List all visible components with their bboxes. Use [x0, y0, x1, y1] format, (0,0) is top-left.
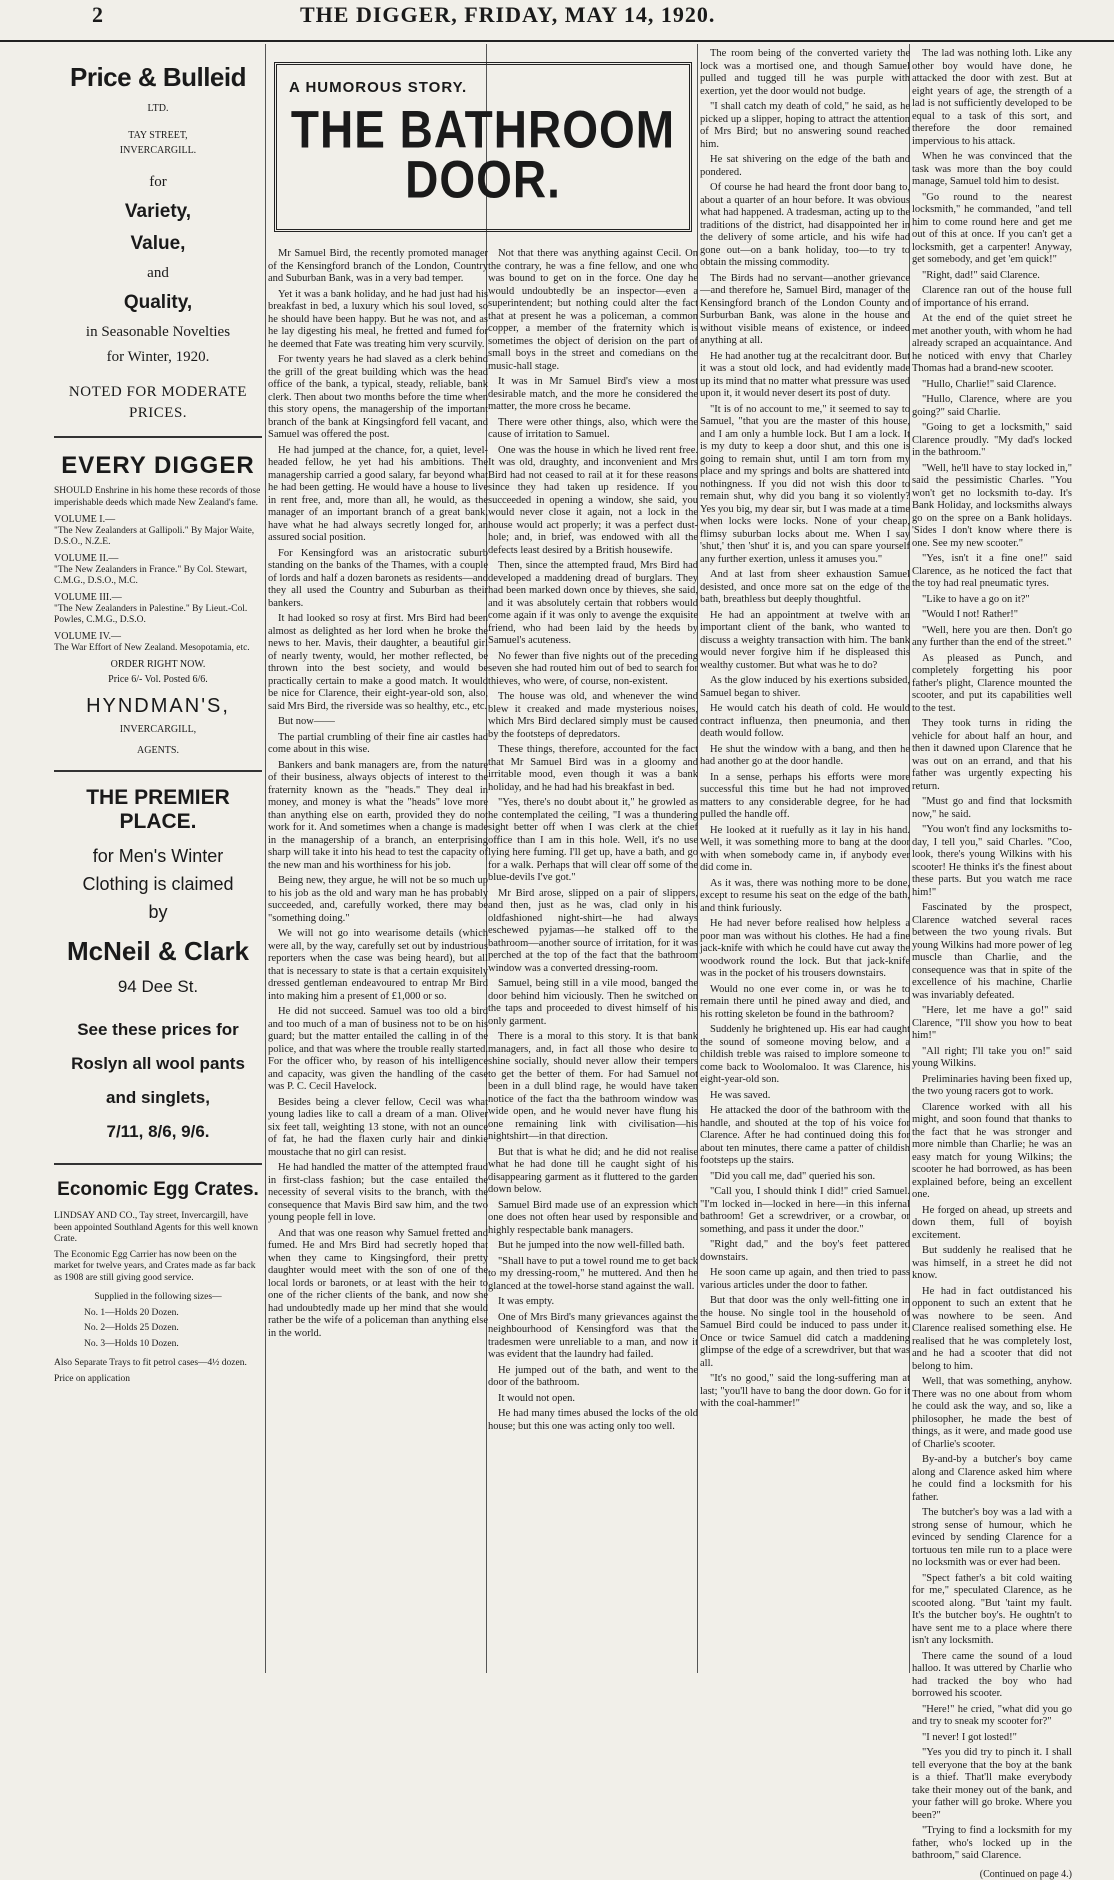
ad-body: Price on application	[54, 1373, 130, 1384]
story-paragraph: "You won't find any locksmiths to-day, I tell you," said Charles. "Coo, look, there's young Wilkins with his scooter! He thinks it's the finest about these parts. But you watch me race him!"	[912, 824, 1072, 898]
story-paragraph: It had looked so rosy at first. Mrs Bird had been almost as delighted as her lord when he broke the news to her. Mavis, their daughter, a beautiful girl of nearly twenty, would, her mother reflected, be thrown into the best society, and would be practically certain to make a good match. It would be nice for Clarence, their eight-year-old son, also, said Mrs Bird, the riverside was so healthy, etc., etc.	[268, 613, 488, 712]
story-paragraph: But he jumped into the now well-filled bath.	[498, 1240, 685, 1251]
newspaper-title: THE DIGGER, FRIDAY, MAY 14, 1920.	[300, 2, 716, 27]
story-paragraph: "It is of no account to me," it seemed to say to Samuel, "that you are the master of this house, and I am only a humble lock. But I am a lock. It is my duty to keep a door shut, and this one is going to remain shut, until I am torn from my place and my springs and bolts are shattered into nothingness. If you did not wish this door to remain shut, why did you bang it so violently? Yes you big, my dear sir, but I was made at a time when locks were locks. None of your cheap, flimsy suburban locks about me. When I say 'shut,' then 'shut' it is, and you can spare yourself any further exertion, unless it amuses you."	[700, 403, 910, 565]
story-column-2	[488, 248, 698, 1673]
story-paragraph: "Yes, isn't it a fine one!" said Clarence, as he noticed the fact that the toy had real pneumatic tyres.	[912, 553, 1072, 589]
story-paragraph: "Trying to find a locksmith for my father, who's locked up in the bathroom," said Clarence.	[912, 1825, 1072, 1861]
story-paragraph: One was the house in which he lived rent free. It was old, draughty, and inconvenient and Mrs Bird had not ceased to rail at it for these reasons since they had taken up residence. If you succeeded in opening a window, she said, you would never close it again, not a lock in the house would act properly; it was a perfect dust-hole; and, in brief, was endowed with all the defects least desired by a British housewife.	[488, 444, 698, 556]
story-paragraph: He soon came up again, and then tried to pass various articles under the door to father.	[700, 1267, 910, 1291]
ad-text: ORDER RIGHT NOW.	[110, 659, 206, 670]
story-title-box	[274, 62, 692, 232]
story-title: DOOR.	[405, 149, 561, 209]
ad-text: by	[148, 902, 168, 922]
ad-text: NOTED FOR MODERATE	[68, 384, 248, 400]
ad-text: AGENTS.	[137, 745, 179, 756]
ad-price-bulleid	[48, 62, 268, 422]
story-paragraph: One of Mrs Bird's many grievances against the neighbourhood of Kensingford was that the tradesmen were unreliable to a man, and now it was evident that the laundry had failed.	[488, 1311, 698, 1360]
divider	[54, 436, 262, 438]
story-paragraph: He had handled the matter of the attempted fraud in first-class fashion; but the case entailed the necessity of several visits to the branch, with the consequence that Mavis Bird saw him, and the two young people fell in love.	[268, 1162, 488, 1223]
story-paragraph: At the end of the quiet street he met another youth, with whom he had already scraped an acquaintance. And he noticed with envy that Charley Thomas had a brand-new scooter.	[912, 313, 1072, 374]
story-paragraph: He had an appointment at twelve with an important client of the bank, who wanted to discuss a weighty transaction with him. The bank would never forgive him if he displeased this wealthy customer. But what was he to do?	[700, 609, 910, 671]
ad-text: for	[149, 174, 167, 190]
ad-text: 7/11, 8/6, 9/6.	[106, 1122, 210, 1141]
story-paragraph: "Well, here you are then. Don't go any further than the end of the street."	[912, 624, 1072, 648]
story-paragraph: It was empty.	[498, 1296, 555, 1307]
story-paragraph: The room being of the converted variety the lock was a mortised one, and though Samuel pulled and tugged till he was purple with exertion, yet the door would not budge.	[700, 48, 910, 97]
story-paragraph: "Here, let me have a go!" said Clarence, "I'll show you how to beat him!"	[912, 1005, 1072, 1041]
volume-item: VOLUME IV.— The War Effort of New Zealand. Mesopotamia, etc.	[54, 631, 250, 653]
story-paragraph: It would not open.	[498, 1392, 575, 1404]
story-paragraph: Yet it was a bank holiday, and he had just had his breakfast in bed, a luxury which his soul loved, so he should have been happy. But he was not, and as he lay digesting his meal, he fretted and fumed for he deemed that Fate was treating him very scurvily.	[268, 288, 488, 350]
ad-body: Also Separate Trays to fit petrol cases—4½ dozen.	[54, 1358, 247, 1368]
story-paragraph: "Hullo, Charlie!" said Clarence.	[922, 378, 1057, 390]
story-paragraph: "Yes, there's no doubt about it," he growled as he contemplated the ceiling, "I was a thundering sight better off when I was clerk at the chief office than I am in this hole. Well, it's no use lying here fuming. I'll get up, have a bath, and go for a walk. Perhaps that will clear off some of the blue-devils I've got."	[488, 797, 698, 883]
story-paragraph: He had never before realised how helpless a poor man was without his clothes. He had a fine jack-knife with which he could have cut away the woodwork round the lock. But that jack-knife was in the pocket of his trousers downstairs.	[700, 918, 910, 979]
story-column-1	[268, 248, 488, 1673]
story-paragraph: As the glow induced by his exertions subsided, Samuel began to shiver.	[700, 675, 910, 699]
story-paragraph: "Hullo, Clarence, where are you going?" said Charlie.	[912, 394, 1072, 418]
ad-ltd: LTD.	[147, 103, 169, 114]
ad-text: See these prices for	[77, 1020, 239, 1039]
story-paragraph: He forged on ahead, up streets and down them, full of boyish excitement.	[912, 1204, 1072, 1241]
story-paragraph: "All right; I'll take you on!" said young Wilkins.	[912, 1045, 1072, 1069]
story-paragraph: He looked at it ruefully as it lay in his hand. Well, it was something more to bang at the door with when somebody came in, if anybody ever did come in.	[700, 824, 910, 873]
ad-heading: Economic Egg Crates.	[57, 1179, 259, 1200]
ad-address: TAY STREET,	[128, 130, 188, 141]
story-paragraph: Of course he had heard the front door bang to, about a quarter of an hour before. It was obvious what had happened. A tradesman, acting up to the traditions of the district, had disappointed her in the delivery of some article, and his wife had gone out—on a bank holiday, too—to try to obtain the missing commodity.	[700, 182, 910, 268]
story-paragraph: No fewer than five nights out of the preceding seven she had routed him out of bed to search for thieves, who were, of course, non-existent.	[488, 650, 698, 687]
story-paragraph: But now——	[278, 716, 335, 727]
story-paragraph: The lad was nothing loth. Like any other boy would have done, he attacked the door with zest. But at eight years of age, the strength of a lad is not sufficiently developed to be equal to a task of this sort, and therefore the door remained impervious to his attack.	[912, 48, 1072, 147]
story-paragraph: "Like to have a go on it?"	[922, 593, 1030, 605]
size-item: No. 1—Holds 20 Dozen.	[84, 1307, 179, 1318]
ad-body: SHOULD Enshrine in his home these records of those imperishable deeds which made New Zealand's fame.	[54, 486, 261, 508]
story-paragraph: "Shall have to put a towel round me to get back to my dressing-room," he muttered. And then he glanced at the towel-horse stand against the wall.	[488, 1255, 698, 1292]
story-paragraph: He had in fact outdistanced his opponent to such an extent that he was nowhere to be seen. And Clarence realised something else. He realised that he was completely lost, and he had a scooter that did not belong to him.	[912, 1285, 1072, 1372]
continued-note: (Continued on page 4.)	[979, 1868, 1072, 1880]
ad-firm-name: McNeil & Clark	[66, 936, 250, 966]
story-paragraph: The house was old, and whenever the wind blew it creaked and made mysterious noises, which Mrs Bird declared simply must be caused by the footsteps of depredators.	[488, 691, 698, 740]
story-kicker: A HUMOROUS STORY.	[289, 79, 468, 96]
story-paragraph: There is a moral to this story. It is that bank managers, and, in fact all those who desire to shine socially, should never allow their tempers to get the better of them. For had Samuel not been in a dull blind rage, he would have taken notice of the fact tha the bathroom window was wide open, and he would never have flung his one remaining link with civilisation—his nightshirt—in that direction.	[488, 1031, 698, 1142]
divider	[54, 770, 262, 772]
ad-body: Supplied in the following sizes—	[94, 1292, 222, 1302]
ad-body: The Economic Egg Carrier has now been on the market for twelve years, and Crates made as far back as 1908 are still giving good service.	[54, 1249, 256, 1283]
ad-body: LINDSAY AND CO., Tay street, Invercargill, have been appointed Southland Agents for this well known Crate.	[54, 1211, 258, 1244]
masthead	[0, 0, 1114, 42]
story-paragraph: Being new, they argue, he will not be so much up to his job as the old and wary man he has probably succeeded, and, carefully worked, there may be "something doing."	[268, 875, 488, 924]
story-paragraph: "Did you call me, dad" queried his son.	[710, 1170, 876, 1182]
size-item: No. 3—Holds 10 Dozen.	[84, 1338, 179, 1349]
ad-agent: HYNDMAN'S,	[86, 695, 230, 717]
story-paragraph: Mr Bird arose, slipped on a pair of slippers, and then, just as he was, clad only in his oldfashioned night-shirt—he had always eschewed pyjamas—he stalked off to the bathroom—another source of irritation, for it was perched at the top of the fact that the bathroom window was a converted dressing-room.	[488, 887, 698, 974]
story-paragraph: He shut the window with a bang, and then he had another go at the door handle.	[700, 743, 910, 767]
story-paragraph: Samuel, being still in a vile mood, banged the door behind him viciously. Then he switched on the taps and proceeded to divest himself of his only garment.	[488, 978, 698, 1027]
story-paragraph: By-and-by a butcher's boy came along and Clarence asked him where he could find a locksmith for his father.	[912, 1454, 1072, 1503]
ad-text: INVERCARGILL,	[119, 724, 197, 735]
ad-every-digger	[48, 452, 268, 756]
story-paragraph: And that was one reason why Samuel fretted and fumed. He and Mrs Bird had secretly hoped that when they came to Kingsingford, their pretty daughter would meet with the son of one of the local lords or baronets, or at least with the heir to one of the richer clients of the bank, and now she had undoubtedly made up her mind that she would rather be the wife of a policeman than anything else in the world.	[268, 1227, 488, 1339]
story-paragraph: For Kensingford was an aristocratic suburb standing on the banks of the Thames, with a couple of lords and half a dozen baronets as residents—and they all used the Country and Suburban as their bankers.	[268, 547, 488, 609]
story-paragraph: For twenty years he had slaved as a clerk behind the grill of the great building which was the head office of the bank, a typical, steady, reliable, bank clerk. Then about two months before the time when this story opens, the managership of the important branch of the bank at Kingsingford fell vacant, and Samuel was offered the post.	[268, 354, 488, 440]
ad-text: for Winter, 1920.	[106, 349, 210, 365]
ad-egg-crates	[48, 1179, 268, 1385]
story-paragraph: We will not go into wearisome details (which were all, by the way, carefully set out by industrious reporters when the case was being heard), but all that is necessary to state is that a certain exquisitely dressed gentleman endeavoured to entrap Mr Bird into making him a present of £1,000 or so.	[268, 928, 488, 1002]
story-paragraph: He had many times abused the locks of the old house; but this one was acting only too well.	[488, 1408, 698, 1432]
story-paragraph: Preliminaries having been fixed up, the two young racers got to work.	[912, 1073, 1072, 1097]
ad-text: Value,	[130, 233, 186, 254]
story-column-4	[912, 48, 1072, 1880]
story-paragraph: "Right, dad!" said Clarence.	[922, 269, 1040, 281]
ad-text: in Seasonable Novelties	[85, 324, 231, 340]
story-paragraph: "Go round to the nearest locksmith," he commanded, "and tell him to come round here and get me out of this at once. If you can't get a locksmith, get a carpenter! Anyway, get somebody, and get 'em quick!"	[912, 191, 1072, 265]
story-paragraph: Fascinated by the prospect, Clarence watched several races between the two young rivals. But young Wilkins had more power of leg muscle than Charlie, and the consequence was that in spite of the excellence of his machine, Charlie was invariably defeated.	[912, 902, 1072, 1001]
story-paragraph: He had jumped at the chance, for, a quiet, level-headed fellow, he yet had his ambitions. The managership carried a good salary, far beyond what he had been getting. He would have a house to live in rent free, and, more than all, he would, as the manager of an important branch of a great bank, have what he had always secretly longed for, an assured social position.	[268, 444, 488, 543]
story-title: THE BATHROOM	[290, 99, 676, 159]
story-paragraph: "Right dad," and the boy's feet pattered downstairs.	[700, 1239, 910, 1263]
ad-text: Quality,	[123, 292, 193, 313]
story-paragraph: There came the sound of a loud halloo. It was uttered by Charlie who had tracked the boy who had borrowed his scooter.	[912, 1650, 1072, 1699]
story-paragraph: Clarence worked with all his might, and soon found that thanks to the fact that he was stronger and more nimble than Charlie; he was an easy match for young Wilkins; the scooter he had borrowed, as has been explained before, being an excellent one.	[912, 1101, 1072, 1200]
story-paragraph: But that door was the only well-fitting one in the house. No single tool in the household of Samuel Bird could be induced to pass under it. Once or twice Samuel did catch a maddening glimpse of the edge of a screwdriver, but that was all.	[700, 1295, 910, 1369]
story-paragraph: But suddenly he realised that he was himself, in a street he did not know.	[912, 1245, 1072, 1281]
story-paragraph: "I shall catch my death of cold," he said, as he picked up a slipper, hoping to attract the attention of Mrs Bird; but no answering sound reached him.	[700, 101, 910, 150]
story-paragraph: "Here!" he cried, "what did you go and try to sneak my scooter for?"	[912, 1703, 1072, 1727]
story-paragraph: Bankers and bank managers are, from the nature of their business, always objects of interest to the fraternity known as the "heads." They deal in money, and money is what the "heads" love more than anything else on earth, provided they do not work for it. And sometimes when a change is made in the managership of a branch, an enterprising sharp will take it into his head to test the capacity of the new man and his worthiness for his job.	[268, 759, 488, 871]
story-paragraph: Well, that was something, anyhow. There was no one about from whom he could ask the way, and so, like a philosopher, he made the best of things, as it were, and made good use of Charlie's scooter.	[912, 1376, 1072, 1450]
ad-text: and	[147, 265, 169, 281]
story-paragraph: These things, therefore, accounted for the fact that Mr Samuel Bird was in a gloomy and irritable mood, even though it was a bank holiday, and he had had his breakfast in bed.	[488, 744, 698, 793]
story-paragraph: "It's no good," said the long-suffering man at last; "you'll have to bang the door down. Go for it with the coal-hammer!"	[700, 1373, 910, 1409]
story-paragraph: Besides being a clever fellow, Cecil was what young ladies like to call a dream of a man. Oliver six feet tall, weighting 13 stone, with not an ounce of fat, he had the flaxen curly hair and dinkie moustache that no girl can resist.	[268, 1096, 488, 1158]
story-paragraph: Mr Samuel Bird, the recently promoted manager of the Kensingford branch of the London, Country and Suburban Bank, was in a very bad temper.	[268, 248, 488, 284]
story-paragraph: And at last from sheer exhaustion Samuel desisted, and once more sat on the edge of the bath, breathless but deeply thoughtful.	[700, 569, 910, 605]
story-paragraph: He sat shivering on the edge of the bath and pondered.	[700, 154, 910, 178]
volume-item: VOLUME I.— "The New Zealanders at Gallipoli." By Major Waite, D.S.O., N.Z.E.	[54, 514, 255, 547]
ad-text: Clothing is claimed	[82, 874, 234, 894]
story-paragraph: "Spect father's a bit cold waiting for me," speculated Clarence, as he scooted along. "But 'taint my fault. It's the butcher boy's. He oughtn't to have sent me to a place where there isn't any locksmith.	[912, 1572, 1072, 1646]
story-paragraph: The Birds had no servant—another grievance—and therefore he, Samuel Bird, manager of the Kensingford branch of the London County and Surburban Bank, was alone in the house and without visible means of existence, or indeed anything at all.	[700, 272, 910, 346]
ad-text: 94 Dee St.	[117, 977, 199, 996]
page-number: 2	[92, 2, 103, 27]
story-paragraph: Not that there was anything against Cecil. On the contrary, he was a fine fellow, and one who was bound to get on in the force. One day he would undoubtedly be an inspector—even a superintendent; but nothing could alter the fact that at present he was a policeman, a common copper, a member of the fraternity which is sometimes the object of derision on the part of small boys in the street and comedians on the music-hall stage.	[488, 248, 698, 372]
story-paragraph: The butcher's boy was a lad with a strong sense of humour, which he evinced by sending Clarence for a tortuous ten mile run to a place were no locksmith was or ever had been.	[912, 1507, 1072, 1568]
story-paragraph: "Must go and find that locksmith now," he said.	[912, 796, 1072, 820]
story-paragraph: When he was convinced that the task was more than the boy could manage, Samuel told him to desist.	[912, 151, 1072, 187]
volume-item: VOLUME II.— "The New Zealanders in France." By Col. Stewart, C.M.G., D.S.O., M.C.	[54, 553, 247, 586]
ad-firm-name: Price & Bulleid	[70, 62, 246, 92]
story-paragraph: "Yes you did try to pinch it. I shall tell everyone that the boy at the bank is a thief. That'll make everybody take their money out of the bank, and your father will go broke. Where you been?"	[912, 1747, 1072, 1821]
story-paragraph: The partial crumbling of their fine air castles had come about in this wise.	[268, 731, 488, 755]
story-paragraph: But that is what he did; and he did not realise what he had done till he caught sight of his disappearing garment as it fluttered to the garden down below.	[488, 1146, 698, 1195]
ad-text: Roslyn all wool pants	[71, 1054, 245, 1073]
ad-column	[48, 48, 268, 1673]
story-paragraph: He was saved.	[710, 1089, 771, 1101]
story-paragraph: "Would I not! Rather!"	[922, 609, 1019, 620]
story-paragraph: Then, since the attempted fraud, Mrs Bird had developed a maddening dread of burglars. They had been marked down once by thieves, she said, and it was absolutely certain that robbers would come again if it was only to avenge the exquisite friend, who had been laid by the heeds by Samuel's acuteness.	[488, 560, 698, 646]
ad-premier-place	[48, 786, 268, 1149]
story-paragraph: Would no one ever come in, or was he to remain there until he pined away and died, and his rotting skeleton be found in the bathroom?	[700, 983, 910, 1020]
story-paragraph: As pleased as Punch, and completely forgetting his poor father's plight, Clarence mounted the scooter, and put its capabilities well to the test.	[912, 652, 1072, 714]
story-paragraph: Clarence ran out of the house full of importance of his errand.	[912, 285, 1072, 309]
story-paragraph: He had another tug at the recalcitrant door. But it was a stout old lock, and had evidently made up its mind that no matter what pressure was used upon it, it would never desert its post of duty.	[700, 350, 910, 399]
ad-text: and singlets,	[106, 1088, 210, 1107]
story-paragraph: He would catch his death of cold. He would contract influenza, then pneumonia, and then death would follow.	[700, 703, 910, 739]
ad-heading: EVERY DIGGER	[61, 452, 255, 479]
ad-text: for Men's Winter	[92, 846, 224, 866]
story-title-box-wrap	[268, 48, 698, 240]
story-paragraph: He attacked the door of the bathroom with the handle, and shouted at the top of his voice for Clarence. After he had continued doing this for about ten minutes, there came a patter of childish footsteps up the stairs.	[700, 1105, 910, 1166]
divider	[54, 1163, 262, 1165]
ad-text: Price 6/- Vol. Posted 6/6.	[108, 674, 208, 685]
size-item: No. 2—Holds 25 Dozen.	[84, 1323, 179, 1333]
story-column-3	[700, 48, 910, 1673]
story-paragraph: As it was, there was nothing more to be done, except to resume his seat on the edge of the bath, and think furiously.	[700, 877, 910, 914]
story-paragraph: "I never! I got losted!"	[922, 1731, 1017, 1743]
story-paragraph: "Going to get a locksmith," said Clarence proudly. "My dad's locked in the bathroom."	[912, 422, 1072, 458]
story-paragraph: Samuel Bird made use of an expression which one does not often hear used by responsible and highly respectable bank managers.	[488, 1199, 698, 1236]
ad-heading: THE PREMIER PLACE.	[86, 786, 230, 833]
story-paragraph: "Well, he'll have to stay locked in," said the pessimistic Charles. "You won't get no locksmith to-day. It's Bank Holiday, and locksmiths always go on the spree on a Bank holidays. 'Sides I don't know where there is one. See my new scooter."	[912, 462, 1072, 549]
story-paragraph: He did not succeed. Samuel was too old a bird and too much of a man of business not to be on his guard; but the matter entailed the calling in of the police, and that was where the trouble really started. For the officer who, by reason of his intelligence and capacity, was given the handling of the case was P. C. Cecil Havelock.	[268, 1006, 488, 1092]
story-paragraph: They took turns in riding the vehicle for about half an hour, and then it dawned upon Clarence that he was out on an errand, and that his father was urgently expecting his return.	[912, 718, 1072, 792]
story-paragraph: It was in Mr Samuel Bird's view a most desirable match, and the more he considered the matter, the more cross he became.	[488, 376, 698, 412]
ad-address: INVERCARGILL.	[119, 145, 197, 156]
story-paragraph: There were other things, also, which were the cause of irritation to Samuel.	[488, 416, 698, 440]
story-paragraph: "Call you, I should think I did!" cried Samuel. "I'm locked in—locked in here—in this infernal bathroom! Get a screwdriver, or a crowbar, or something, and pass it under the door."	[700, 1186, 910, 1235]
story-paragraph: In a sense, perhaps his efforts were more successful this time but he had not improved matters to any considerable degree, for he had pulled the handle off.	[700, 771, 910, 820]
volume-item: VOLUME III.— "The New Zealanders in Palestine." By Lieut.-Col. Powles, C.M.G., D.S.O.	[54, 592, 248, 625]
ad-text: Variety,	[124, 201, 192, 222]
story-paragraph: He jumped out of the bath, and went to the door of the bathroom.	[488, 1364, 698, 1388]
ad-text: PRICES.	[128, 405, 188, 421]
story-paragraph: Suddenly he brightened up. His ear had caught the sound of someone moving below, and a childish treble was raised to implore someone to come back to Woolomaloo. It was Clarence, his eight-year-old son.	[700, 1024, 910, 1085]
